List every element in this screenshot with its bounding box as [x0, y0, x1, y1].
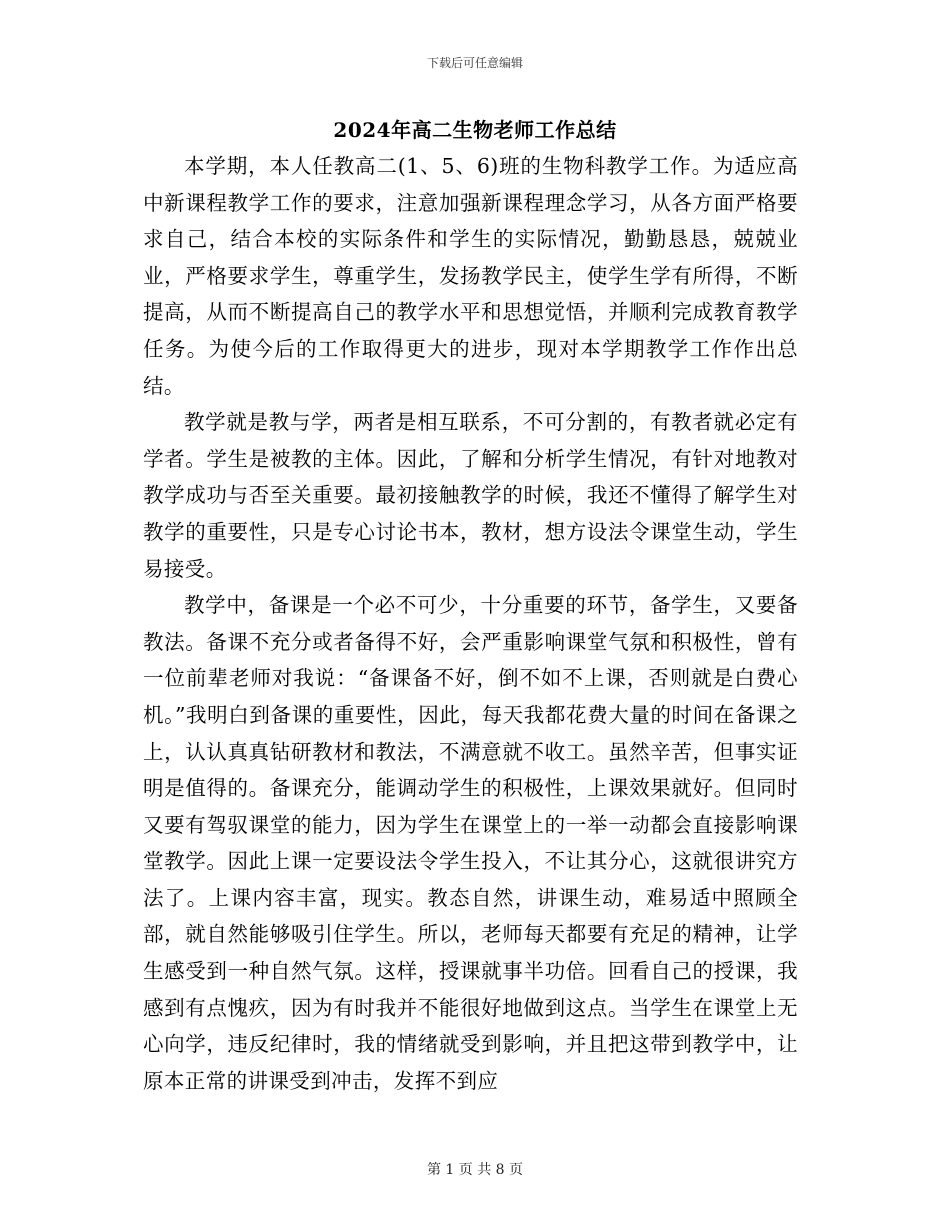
paragraph-3: 教学中，备课是一个必不可少，十分重要的环节，备学生，又要备教法。备课不充分或者备得不好，会严重影响课堂气氛和积极性，曾有一位前辈老师对我说：“备课备不好，倒不如不上课，否则就是白费心机。”我明白到备课的重要性，因此，每天我都花费大量的时间在备课之上，认认真真钻研教材和教法，不满意就不收工。虽然辛苦，但事实证明是值得的。备课充分，能调动学生的积极性，上课效果就好。但同时又要有驾驭课堂的能力，因为学生在课堂上的一举一动都会直接影响课堂教学。因此上课一定要设法令学生投入，不让其分心，这就很讲究方法了。上课内容丰富，现实。教态自然，讲课生动，难易适中照顾全部，就自然能够吸引住学生。所以，老师每天都要有充足的精神，让学生感受到一种自然气氛。这样，授课就事半功倍。回看自己的授课，我感到有点愧疚，因为有时我并不能很好地做到这点。当学生在课堂上无心向学，违反纪律时，我的情绪就受到影响，并且把这带到教学中，让原本正常的讲课受到冲击，发挥不到应 [143, 593, 798, 1093]
document-title: 2024年高二生物老师工作总结 [333, 118, 617, 142]
page-number: 第 1 页 共 8 页 [426, 1162, 524, 1178]
paragraph-1: 本学期，本人任教高二(1、5、6)班的生物科教学工作。为适应高中新课程教学工作的要求，注意加强新课程理念学习，从各方面严格要求自己，结合本校的实际条件和学生的实际情况，勤勤恳恳，兢兢业业，严格要求学生，尊重学生，发扬教学民主，使学生学有所得，不断提高，从而不断提高自己的教学水平和思想觉悟，并顺利完成教育教学任务。为使今后的工作取得更大的进步，现对本学期教学工作作出总结。 [143, 154, 798, 398]
page-header-note: 下载后可任意编辑 [426, 56, 523, 70]
document-body [143, 148, 798, 1099]
paragraph-2: 教学就是教与学，两者是相互联系，不可分割的，有教者就必定有学者。学生是被教的主体。因此，了解和分析学生情况，有针对地教对教学成功与否至关重要。最初接触教学的时候，我还不懂得了解学生对教学的重要性，只是专心讨论书本，教材，想方设法令课堂生动，学生易接受。 [143, 410, 798, 581]
